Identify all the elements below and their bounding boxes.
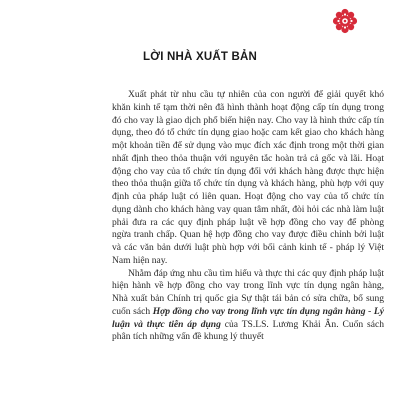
- paragraph-2: [112, 268, 384, 345]
- paragraph-2-text-before: Nhằm đáp ứng nhu cầu tìm hiểu và thực thi các quy định pháp luật hiện hành về hợp đồng cho vay trong lĩnh vực tín dụng ngân hàng, Nhà xuất bản Chính trị quốc gia Sự thật tái bản có sửa chữa, bổ sung cuốn sách: [112, 267, 384, 317]
- page-title: LỜI NHÀ XUẤT BẢN: [143, 51, 257, 63]
- paragraph-2-text-after: của TS.LS. Lương Khải Ân. Cuốn sách phân tích những vấn đề khung lý thuyết: [112, 318, 384, 343]
- body-text: [112, 89, 384, 344]
- book-title: Hợp đồng cho vay trong lĩnh vực tín dụng ngân hàng - Lý luận và thực tiễn áp dụng: [112, 305, 384, 330]
- paragraph-1: Xuất phát từ nhu cầu tự nhiên của con người để giải quyết khó khăn kinh tế tạm thời nên đã hình thành hoạt động cấp tín dụng trong đó cho vay là giao dịch phổ biến hiện nay. Cho vay là hình thức cấp tín dụng, theo đó tổ chức tín dụng giao hoặc cam kết giao cho khách hàng một khoản tiền để sử dụng vào mục đích xác định trong một thời gian nhất định theo thỏa thuận với nguyên tắc hoàn trả cả gốc và lãi. Hoạt động cho vay của tổ chức tín dụng đối với khách hàng được thực hiện theo thỏa thuận giữa tổ chức tín dụng và khách hàng, phù hợp với quy định của pháp luật có liên quan. Hoạt động cho vay của tổ chức tín dụng dành cho khách hàng vay quan tâm nhất, đòi hỏi các nhà làm luật phải đưa ra các quy định pháp luật về hợp đồng cho vay để phòng ngừa tranh chấp. Quan hệ hợp đồng cho vay được điều chỉnh bởi luật và các văn bản dưới luật phù hợp với bối cảnh kinh tế - pháp lý Việt Nam hiện nay.: [112, 89, 384, 266]
- flower-ornament-icon: [332, 8, 358, 34]
